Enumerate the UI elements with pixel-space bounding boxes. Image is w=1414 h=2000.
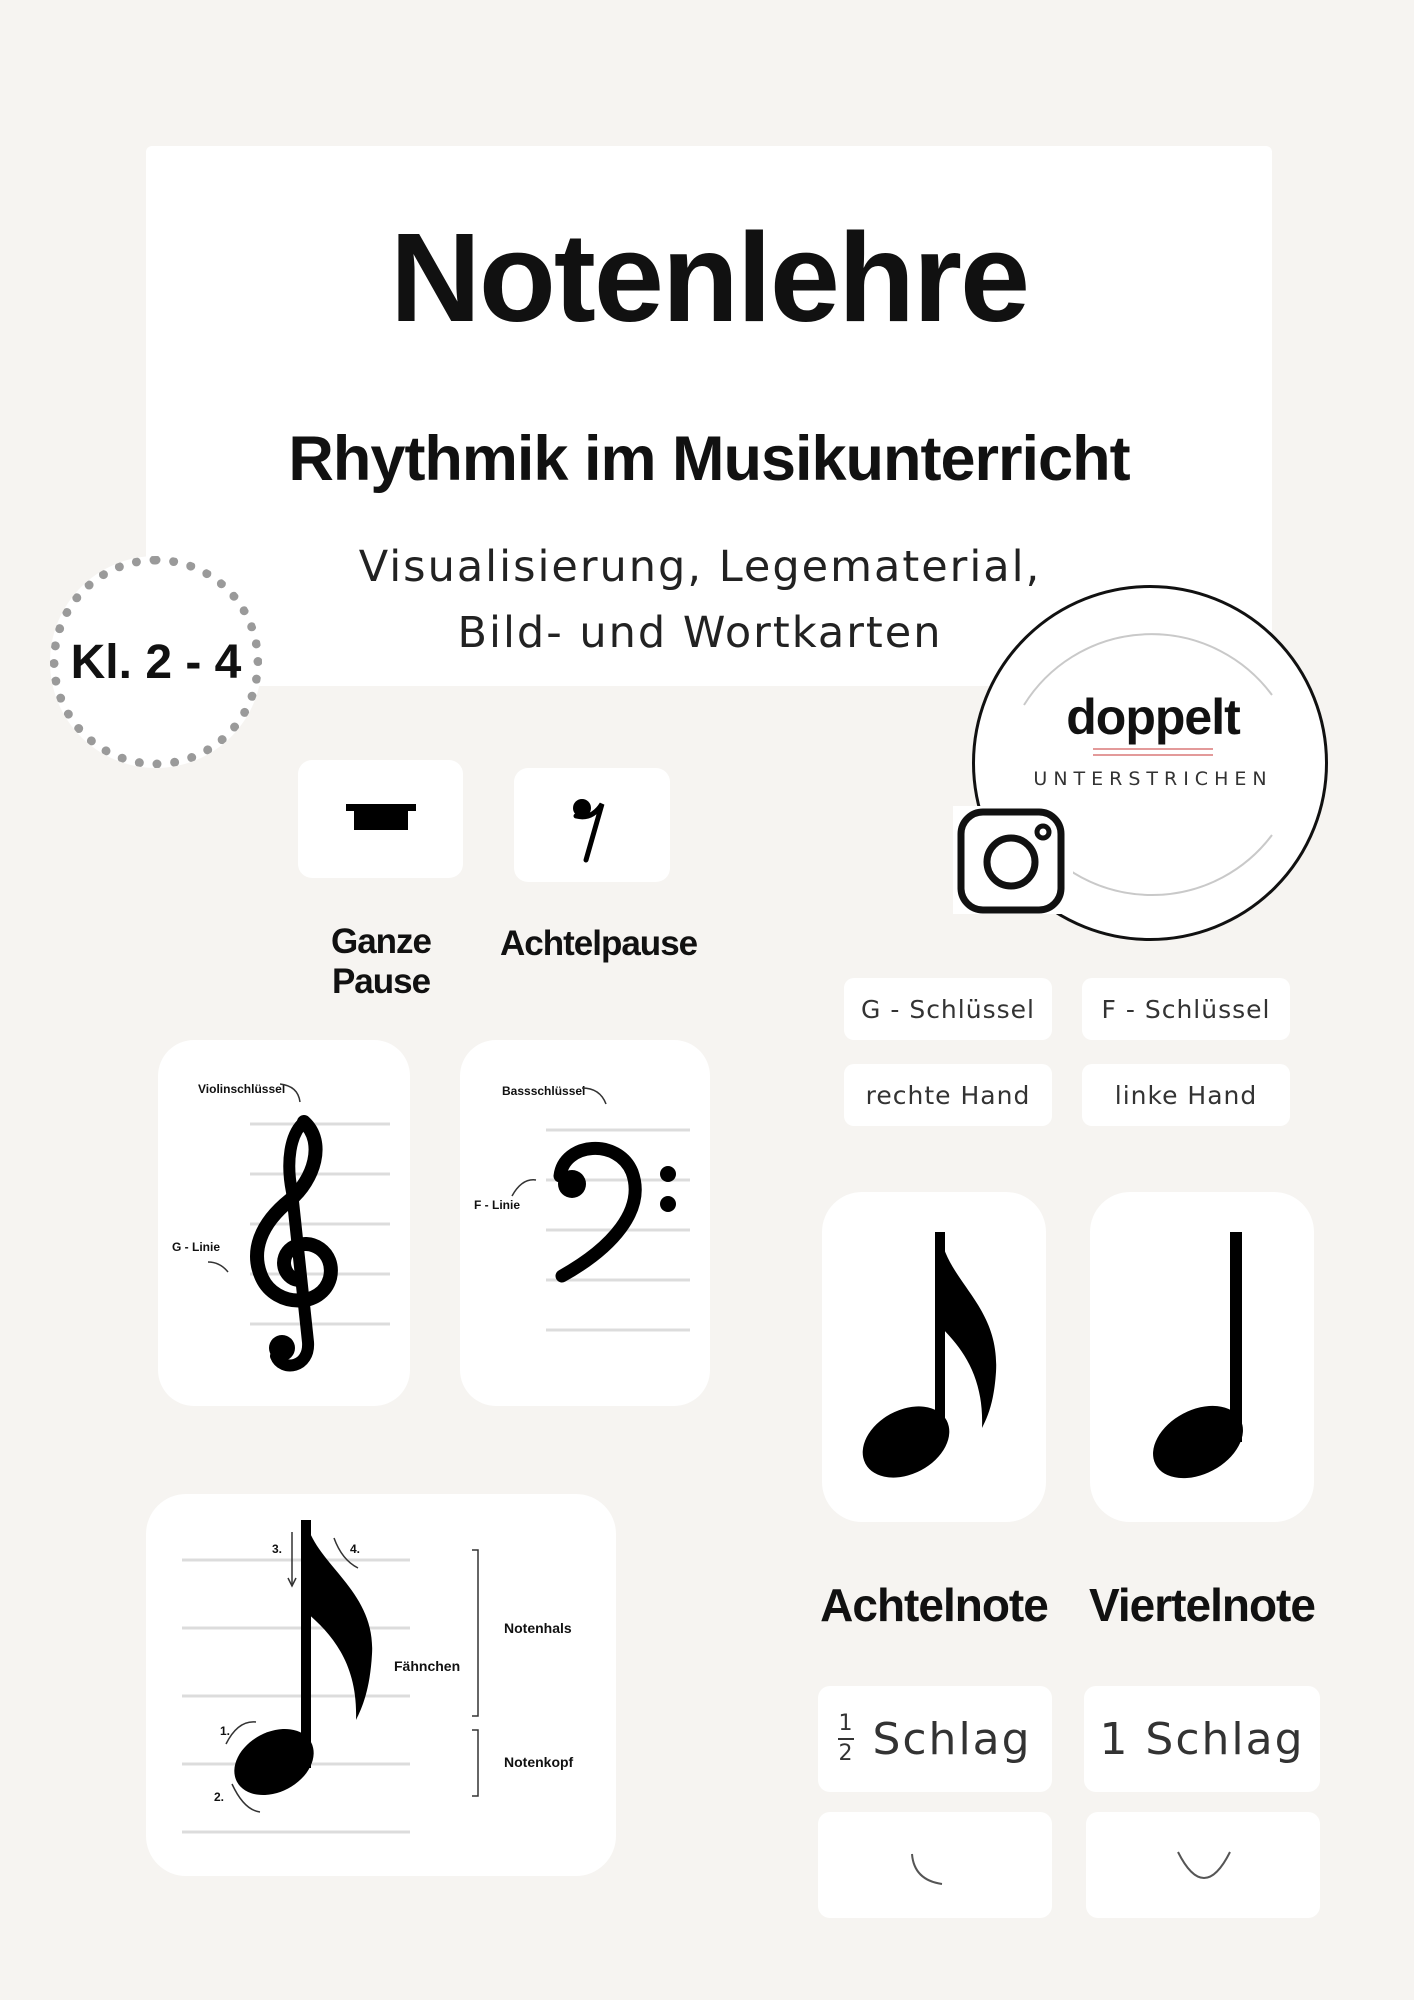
g-line-label: G - Linie [172,1240,220,1254]
logo-tagline: UNTERSTRICHEN [1033,768,1273,790]
treble-clef-icon [230,1082,370,1402]
quarter-note-icon [1090,1192,1314,1522]
word-card-g-clef[interactable]: G - Schlüssel [844,978,1052,1040]
grade-badge-text: Kl. 2 - 4 [70,635,242,689]
step-1-label: 1. [220,1724,231,1738]
word-card-right-hand[interactable]: rechte Hand [844,1064,1052,1126]
head-label: Notenkopf [504,1754,574,1770]
eighth-note-beat-card[interactable] [818,1686,1052,1792]
beat-fraction [838,1713,854,1765]
page-title: Notenlehre [389,207,1029,348]
beat-fraction-denominator: 2 [838,1741,855,1766]
step-4-label: 4. [350,1542,361,1556]
logo-underline-1 [1093,748,1213,750]
eighth-note-icon [822,1192,1046,1522]
whole-rest-label: Ganze Pause [330,922,432,1001]
word-card-f-clef[interactable]: F - Schlüssel [1082,978,1290,1040]
step-3-label: 3. [272,1542,283,1556]
long-arc-icon [1174,1848,1234,1888]
quarter-note-beat-card[interactable]: 1 Schlag [1084,1686,1320,1792]
description-line-1: Visualisierung, Legematerial, [358,542,1042,592]
eighth-note-card[interactable] [822,1192,1046,1522]
stem-label: Notenhals [504,1620,572,1636]
instagram-icon[interactable] [955,806,1075,916]
beat-fraction-numerator: 1 [838,1711,855,1736]
grade-badge [50,556,262,768]
word-card-left-hand[interactable]: linke Hand [1082,1064,1290,1126]
eighth-rest-icon [514,768,670,882]
short-arc-icon [908,1850,948,1890]
whole-rest-icon [298,760,463,878]
eighth-rest-card[interactable] [514,768,670,882]
treble-clef-card[interactable] [158,1040,410,1406]
flag-label: Fähnchen [394,1658,461,1674]
note-anatomy-card[interactable] [146,1494,616,1876]
page-subtitle: Rhythmik im Musikunterricht [288,424,1130,494]
eighth-note-name: Achtelnote [820,1579,1048,1631]
eighth-note-arc-card[interactable] [818,1812,1052,1918]
fraction-bar [838,1738,854,1740]
whole-rest-card[interactable] [298,760,463,878]
eighth-rest-label: Achtelpause [500,924,698,963]
step-2-label: 2. [214,1790,225,1804]
logo-underline-2 [1093,754,1213,756]
quarter-note-card[interactable] [1090,1192,1314,1522]
bass-clef-card[interactable] [460,1040,710,1406]
description-line-2: Bild- und Wortkarten [457,608,943,658]
note-anatomy-diagram [146,1494,616,1876]
logo-brand: doppelt [1066,689,1240,745]
f-line-label: F - Linie [474,1198,520,1212]
bass-clef-icon [550,1136,690,1296]
quarter-note-arc-card[interactable] [1086,1812,1320,1918]
beat-word: Schlag [872,1713,1032,1765]
quarter-note-name: Viertelnote [1089,1579,1315,1631]
treble-clef-label: Violinschlüssel [198,1082,286,1096]
bass-clef-label: Bassschlüssel [502,1084,586,1098]
